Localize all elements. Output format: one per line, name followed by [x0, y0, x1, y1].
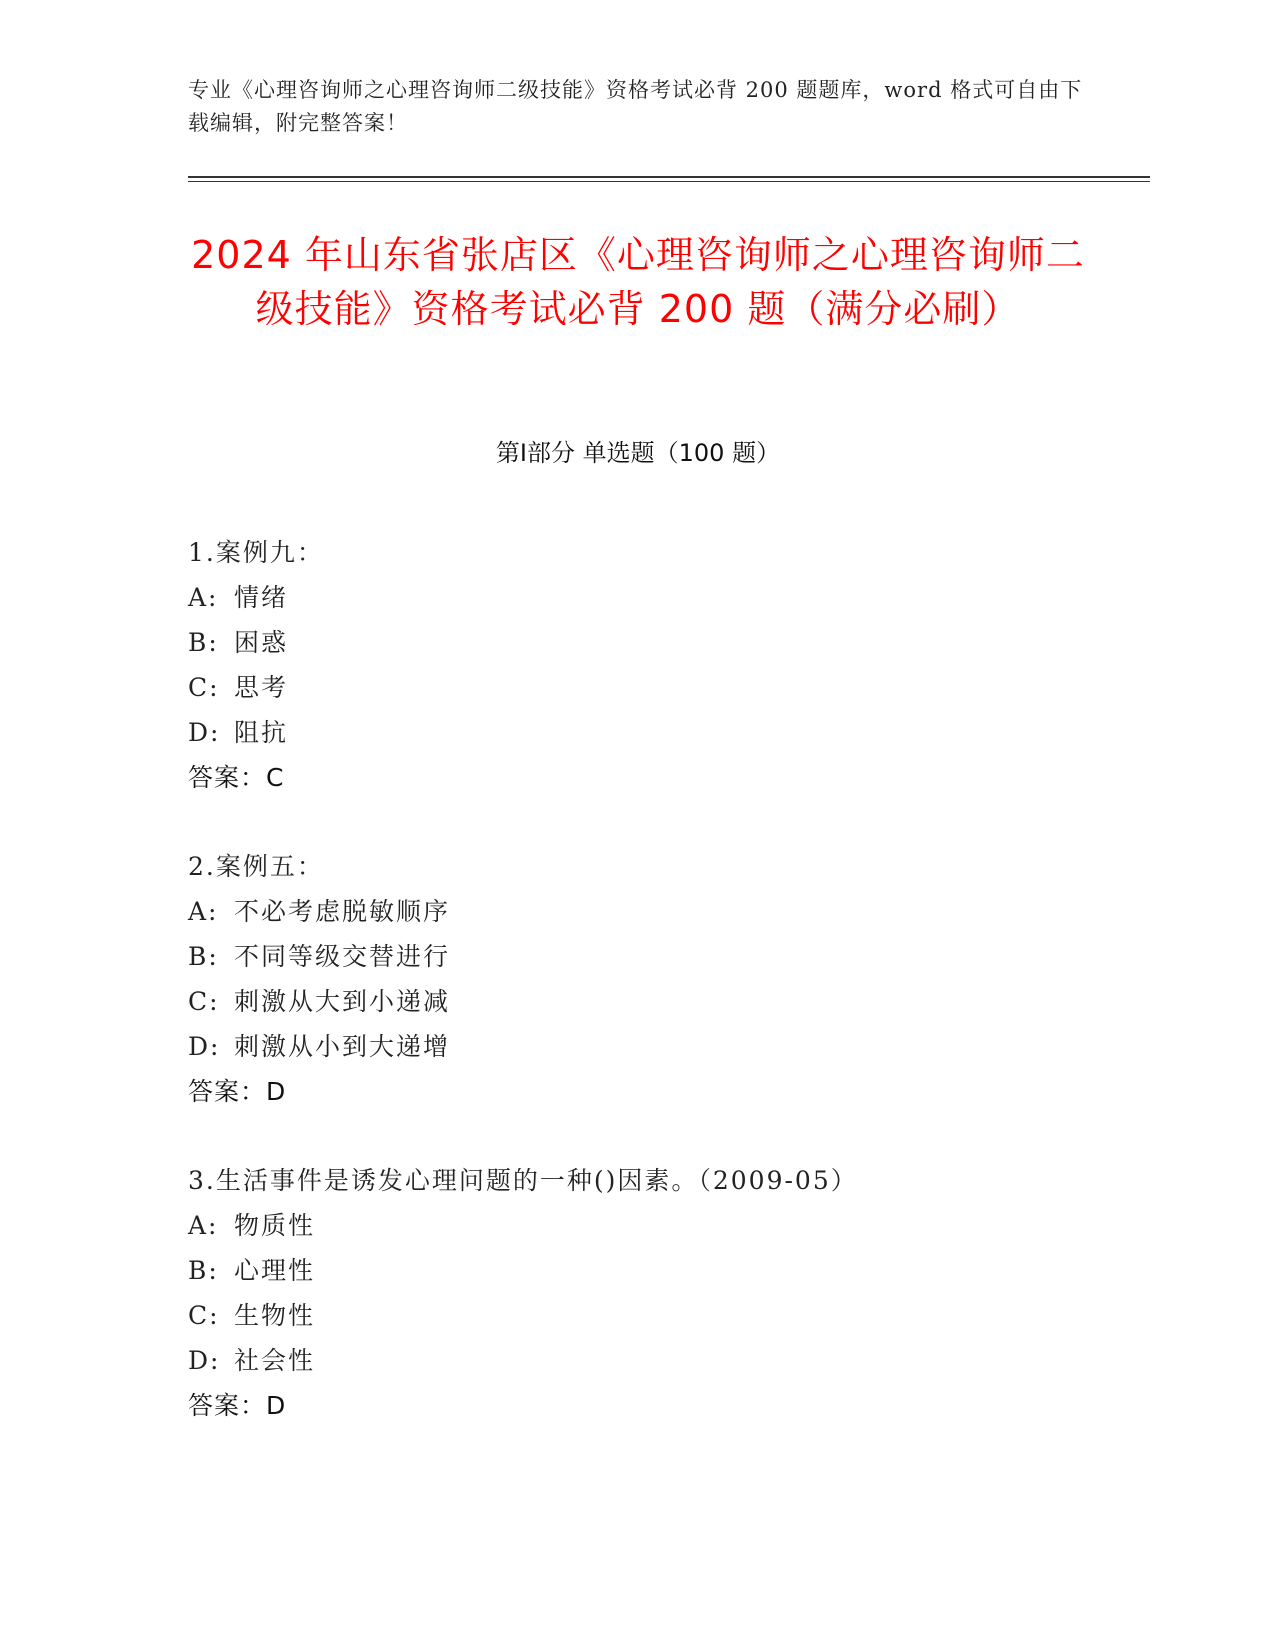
answer-line: 答案：C — [188, 763, 285, 792]
option-d — [188, 1024, 1148, 1069]
option-a — [188, 1203, 1148, 1248]
option-text: 阻抗 — [234, 718, 289, 747]
question-stem: 3.生活事件是诱发心理问题的一种()因素。（2009-05） — [188, 1166, 858, 1195]
answer-line: 答案：D — [188, 1077, 287, 1106]
option-label: D: — [188, 1032, 221, 1061]
option-label: A: — [188, 1211, 219, 1240]
option-text: 物质性 — [234, 1211, 316, 1240]
option-text: 心理性 — [234, 1256, 316, 1285]
option-b — [188, 934, 1148, 979]
question-3 — [188, 1158, 1148, 1428]
option-label: A: — [188, 583, 219, 612]
option-label: C: — [188, 1301, 220, 1330]
option-b — [188, 1248, 1148, 1293]
option-label: C: — [188, 987, 220, 1016]
option-a — [188, 889, 1148, 934]
document-title: 2024 年山东省张店区《心理咨询师之心理咨询师二级技能》资格考试必背 200 题（满分必刷） — [191, 233, 1085, 331]
option-d — [188, 1338, 1148, 1383]
option-text: 困惑 — [234, 628, 289, 657]
option-text: 不同等级交替进行 — [234, 942, 451, 971]
section-heading: 第Ⅰ部分 单选题（100 题） — [495, 439, 781, 467]
option-label: D: — [188, 718, 221, 747]
option-label: B: — [188, 1256, 219, 1285]
option-c — [188, 1293, 1148, 1338]
header-rule-thin — [188, 181, 1150, 182]
option-d — [188, 710, 1148, 755]
option-text: 不必考虑脱敏顺序 — [234, 897, 451, 926]
option-label: C: — [188, 673, 220, 702]
answer-line: 答案：D — [188, 1391, 287, 1420]
option-label: B: — [188, 628, 219, 657]
question-1 — [188, 530, 1148, 800]
question-stem: 2.案例五： — [188, 852, 324, 881]
option-label: A: — [188, 897, 219, 926]
option-text: 情绪 — [234, 583, 289, 612]
question-2 — [188, 844, 1148, 1114]
header-note: 专业《心理咨询师之心理咨询师二级技能》资格考试必背 200 题题库，word 格式可自由下载编辑，附完整答案！ — [188, 78, 1083, 135]
option-label: D: — [188, 1346, 221, 1375]
option-text: 社会性 — [234, 1346, 316, 1375]
option-a — [188, 575, 1148, 620]
option-b — [188, 620, 1148, 665]
option-text: 思考 — [234, 673, 289, 702]
option-c — [188, 665, 1148, 710]
header-rule-thick — [188, 176, 1150, 178]
option-text: 生物性 — [234, 1301, 316, 1330]
question-list — [188, 530, 1148, 1472]
option-text: 刺激从大到小递减 — [234, 987, 451, 1016]
option-label: B: — [188, 942, 219, 971]
option-c — [188, 979, 1148, 1024]
question-stem: 1.案例九： — [188, 538, 324, 567]
option-text: 刺激从小到大递增 — [234, 1032, 451, 1061]
